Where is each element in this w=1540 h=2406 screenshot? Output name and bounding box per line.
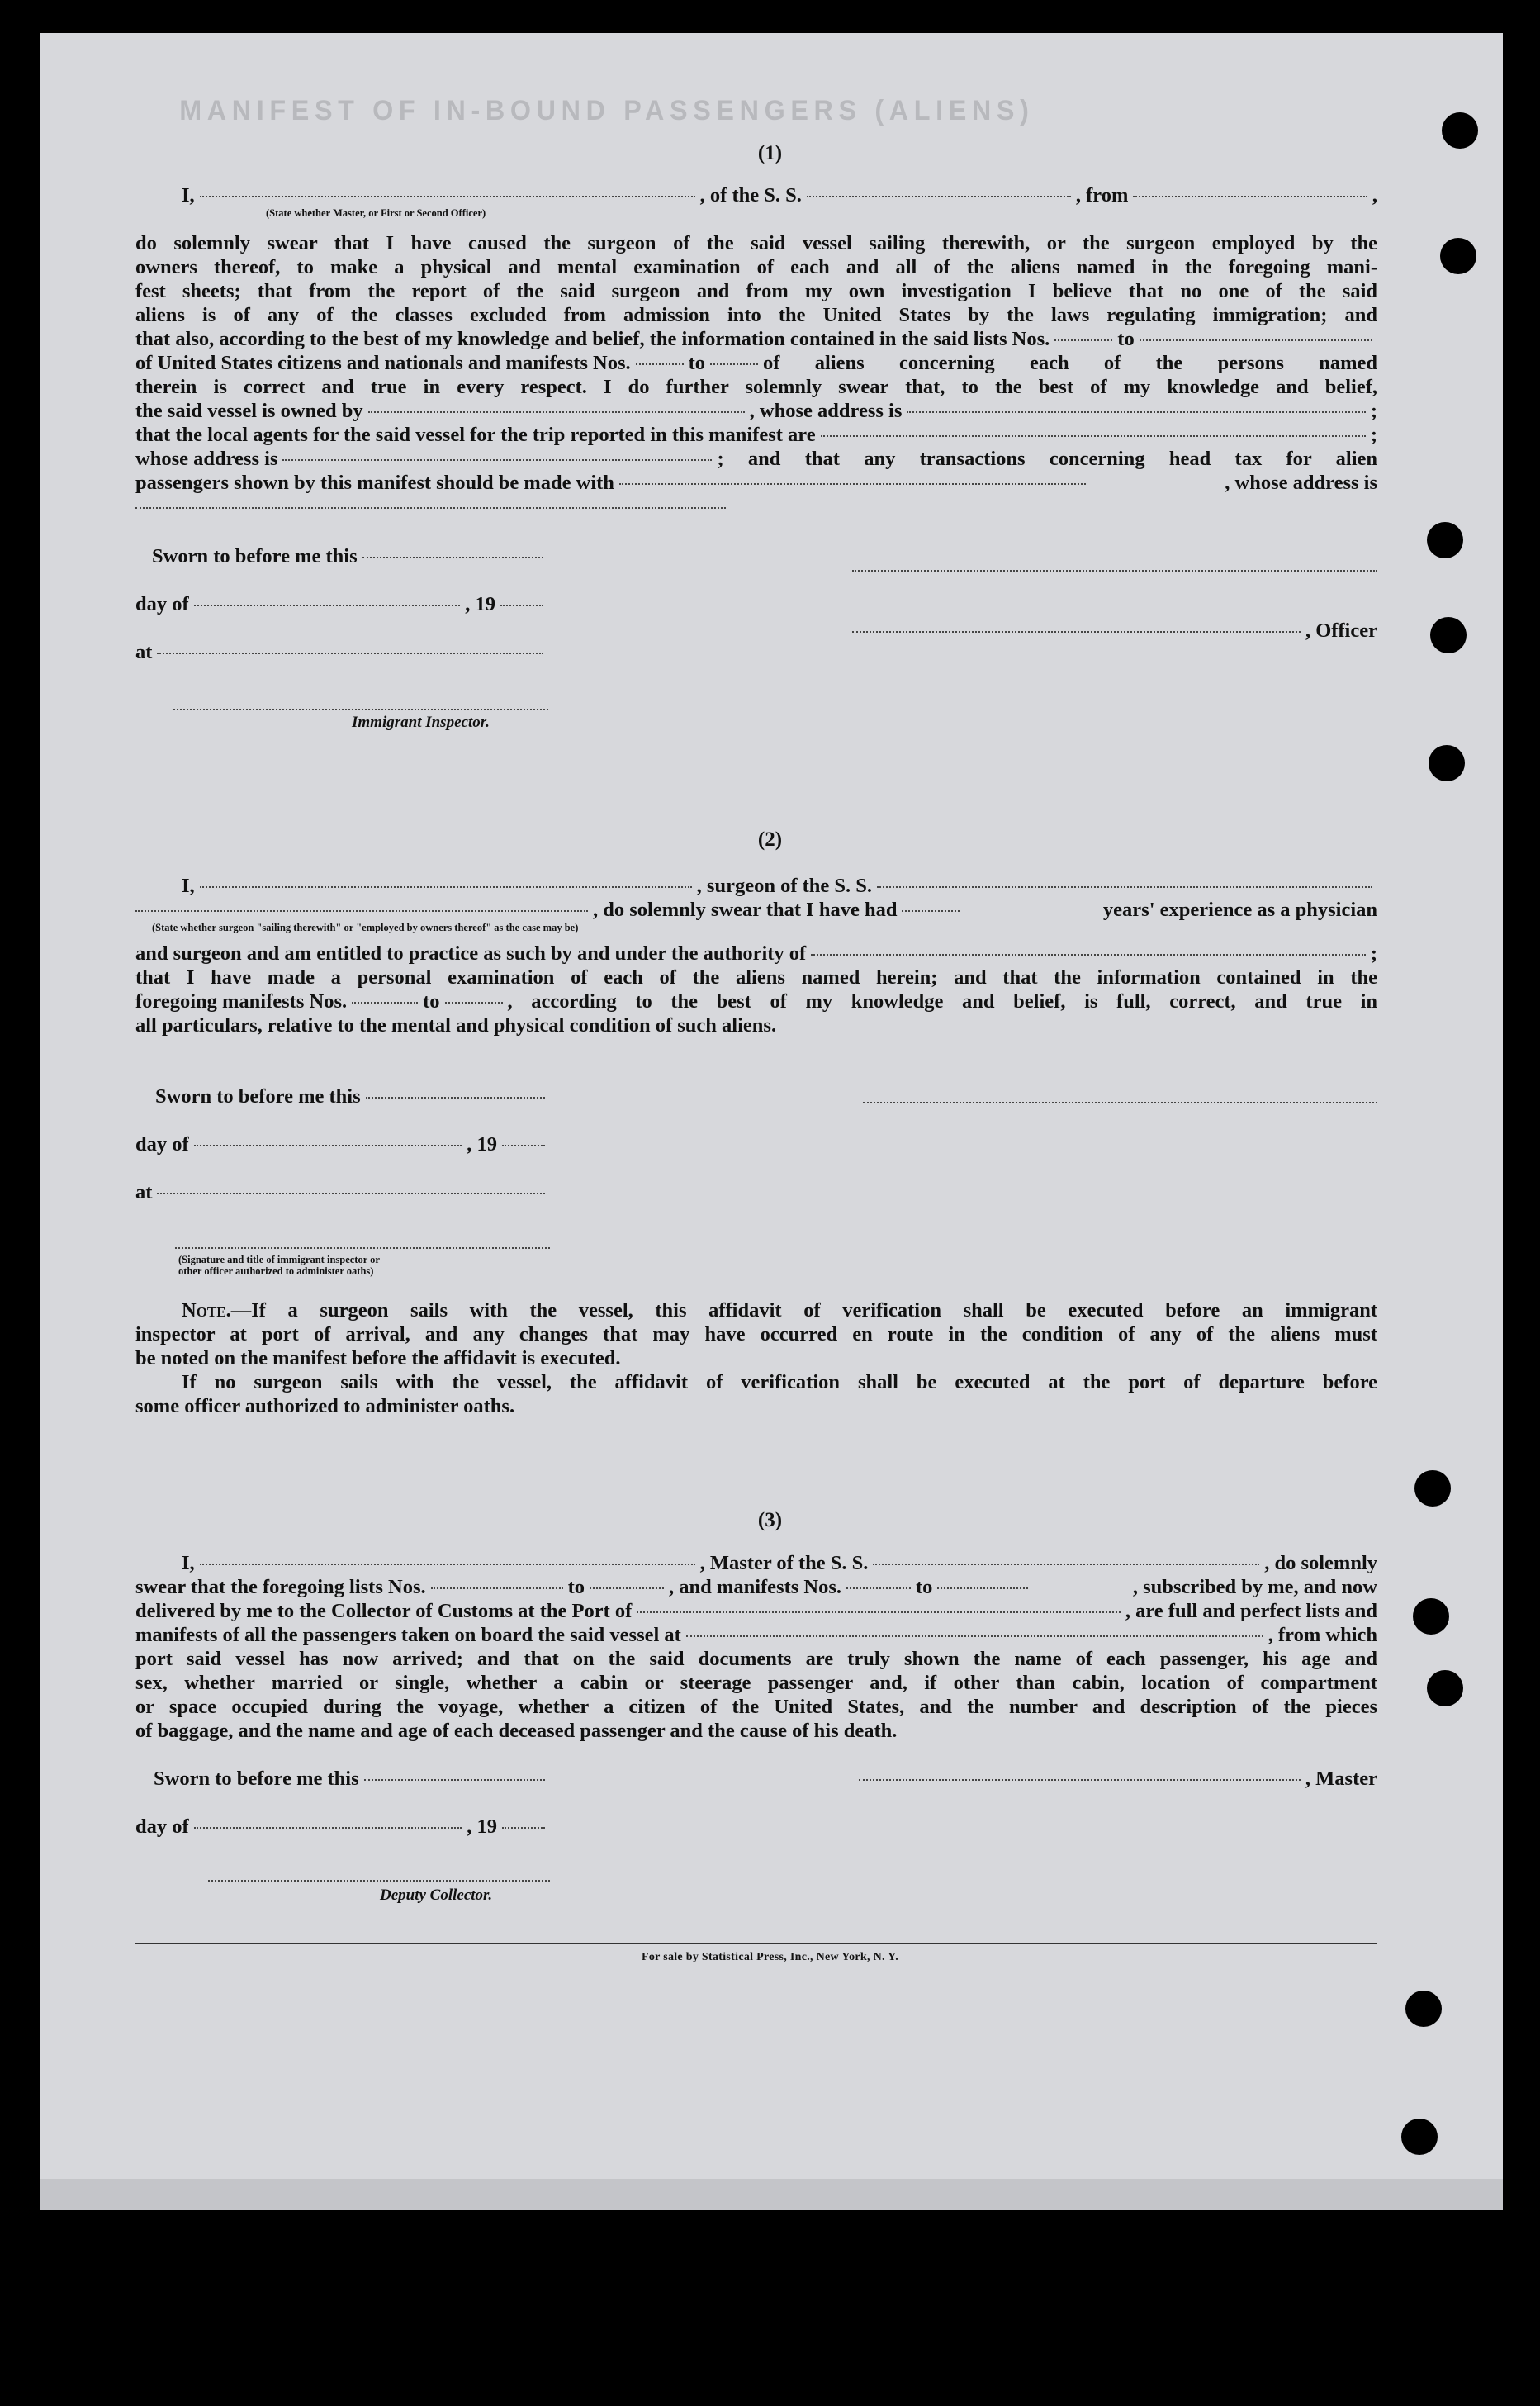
note-label: Note. xyxy=(182,1299,231,1322)
signature-note-1: (Signature and title of immigrant inspector or xyxy=(178,1254,380,1265)
years-experience-field[interactable] xyxy=(902,910,960,912)
agents-address-field[interactable] xyxy=(282,459,712,461)
authority-field[interactable] xyxy=(811,954,1366,956)
section-2-number: (2) xyxy=(757,828,783,851)
surgeon-name-field[interactable] xyxy=(200,886,692,888)
scan-bottom-strip xyxy=(40,2179,1503,2210)
master-officer-note: (State whether Master, or First or Second Officer) xyxy=(266,207,486,219)
master-day-of-field[interactable] xyxy=(194,1827,462,1829)
inspector-signature-line[interactable] xyxy=(173,709,548,710)
collector-signature-line[interactable] xyxy=(208,1880,550,1882)
owner-field[interactable] xyxy=(368,411,745,413)
section-1-line: do solemnly swear that I have caused the surgeon of the said vessel sailing therewith, or the surgeon employed by the xyxy=(135,232,1377,254)
officer-title-field[interactable] xyxy=(852,631,1301,633)
signature-note-2: other officer authorized to administer oaths) xyxy=(178,1265,374,1277)
day-of-field[interactable] xyxy=(194,605,461,606)
note-paragraph: Note.—If a surgeon sails with the vessel, this affidavit of verification shall be executed before an immigrant inspector at port of arrival, and any changes that may have occurred en route in the condition of any of the aliens must be noted on the manifest before the affidavit is executed. If no surgeon sails with the vessel, the affidavit of verification shall be executed at the port of departure before some officer authorized to administer oaths. xyxy=(135,1299,1377,1417)
surgeon-manifests-from-field[interactable] xyxy=(352,1002,418,1004)
section-1-line-1: I, , of the S. S. , from , xyxy=(182,184,1377,206)
manifests-to-field[interactable] xyxy=(710,363,758,365)
master-lists-to-field[interactable] xyxy=(590,1587,664,1589)
punch-hole xyxy=(1427,1670,1463,1706)
punch-hole xyxy=(1405,1991,1442,2027)
master-vessel-field[interactable] xyxy=(873,1564,1259,1565)
immigrant-inspector-label: Immigrant Inspector. xyxy=(352,714,490,731)
footer-rule xyxy=(135,1943,1377,1944)
year-field[interactable] xyxy=(500,605,543,606)
surgeon-place-field[interactable] xyxy=(157,1193,545,1194)
surgeon-vessel-continued-field[interactable] xyxy=(135,910,588,912)
surgeon-manifests-to-field[interactable] xyxy=(445,1002,503,1004)
surgeon-vessel-field[interactable] xyxy=(877,886,1372,888)
surgeon-sworn-date-field[interactable] xyxy=(366,1097,545,1099)
surgeon-type-note: (State whether surgeon "sailing therewith" or "employed by owners thereof" as the case may be) xyxy=(152,922,579,933)
punch-hole xyxy=(1429,745,1465,781)
section-1-line: fest sheets; that from the report of the said surgeon and from my own investigation I believe that no one of the said xyxy=(135,280,1377,302)
section-3-number: (3) xyxy=(757,1509,783,1531)
deputy-collector-label: Deputy Collector. xyxy=(380,1886,493,1904)
customs-port-field[interactable] xyxy=(637,1611,1121,1613)
head-tax-contact-field[interactable] xyxy=(619,483,1086,485)
sworn-label: Sworn to before me this xyxy=(152,545,358,567)
local-agents-field[interactable] xyxy=(821,435,1366,437)
lists-to-field[interactable] xyxy=(1140,339,1372,341)
officer-label: , Officer xyxy=(1305,619,1377,642)
punch-hole xyxy=(1430,617,1467,653)
punch-hole xyxy=(1414,1470,1451,1507)
place-field[interactable] xyxy=(157,653,543,654)
faint-show-through-title: MANIFEST OF IN-BOUND PASSENGERS (ALIENS) xyxy=(179,95,1035,126)
manifests-from-field[interactable] xyxy=(636,363,684,365)
departure-port-field[interactable] xyxy=(1133,196,1367,197)
punch-hole xyxy=(1413,1598,1449,1635)
surgeon-year-field[interactable] xyxy=(502,1145,545,1146)
master-manifests-from-field[interactable] xyxy=(846,1587,911,1589)
master-label: , Master xyxy=(1305,1768,1377,1790)
lists-from-field[interactable] xyxy=(1054,339,1112,341)
surgeon-day-of-field[interactable] xyxy=(194,1145,462,1146)
master-name-field[interactable] xyxy=(200,1564,695,1565)
printer-footer: For sale by Statistical Press, Inc., New York, N. Y. xyxy=(641,1951,898,1963)
section-1-line: aliens is of any of the classes excluded from admission into the United States by the laws regulating immigration; and xyxy=(135,304,1377,326)
master-sworn-date-field[interactable] xyxy=(364,1779,545,1781)
surgeon-witness-signature-line[interactable] xyxy=(175,1247,550,1249)
master-manifests-to-field[interactable] xyxy=(937,1587,1028,1589)
owner-address-field[interactable] xyxy=(907,411,1365,413)
master-lists-from-field[interactable] xyxy=(431,1587,563,1589)
embarkation-port-field[interactable] xyxy=(686,1635,1263,1637)
head-tax-address-field[interactable] xyxy=(135,507,726,509)
surgeon-signature-line[interactable] xyxy=(863,1102,1377,1103)
section-1-line: owners thereof, to make a physical and mental examination of each and all of the aliens named in the foregoing mani- xyxy=(135,256,1377,278)
master-year-field[interactable] xyxy=(502,1827,545,1829)
punch-hole xyxy=(1427,522,1463,558)
section-1-number: (1) xyxy=(757,142,783,164)
officer-signature-line[interactable] xyxy=(852,570,1377,572)
vessel-name-field[interactable] xyxy=(807,196,1071,197)
sworn-date-field[interactable] xyxy=(362,557,543,558)
punch-hole xyxy=(1440,238,1476,274)
section-1-body: do solemnly swear that I have caused the surgeon of the said vessel sailing therewith, or the surgeon employed by the owners thereof, to make a physical and mental examination of each and all of the aliens named in the foregoing mani- fest sheets; that from the report of the said surgeon and from my own investigation I believe that no one of the said aliens is of any of the classes excluded from admission into the United States by the laws regulating immigration; and that also, according to the best of my knowledge and belief, the information contained in the said lists Nos. to of United States citizens and nationals and manifests Nos. to of aliens concerning each of the persons named therein is correct and true in every respect. I do further solemnly swear that, to the best of my knowledge and belief, the said vessel is owned by , whose address is ; that the local agents for the said vessel for the trip reported in this manifest are ; whose address is ; and that any transactions concerning head tax for alien passengers shown by this manifest should be made with , whose address is xyxy=(135,232,1377,494)
punch-hole xyxy=(1401,2119,1438,2155)
section-1-oath xyxy=(135,183,1377,207)
master-signature-line[interactable] xyxy=(859,1779,1301,1781)
officer-name-field[interactable] xyxy=(200,196,695,197)
